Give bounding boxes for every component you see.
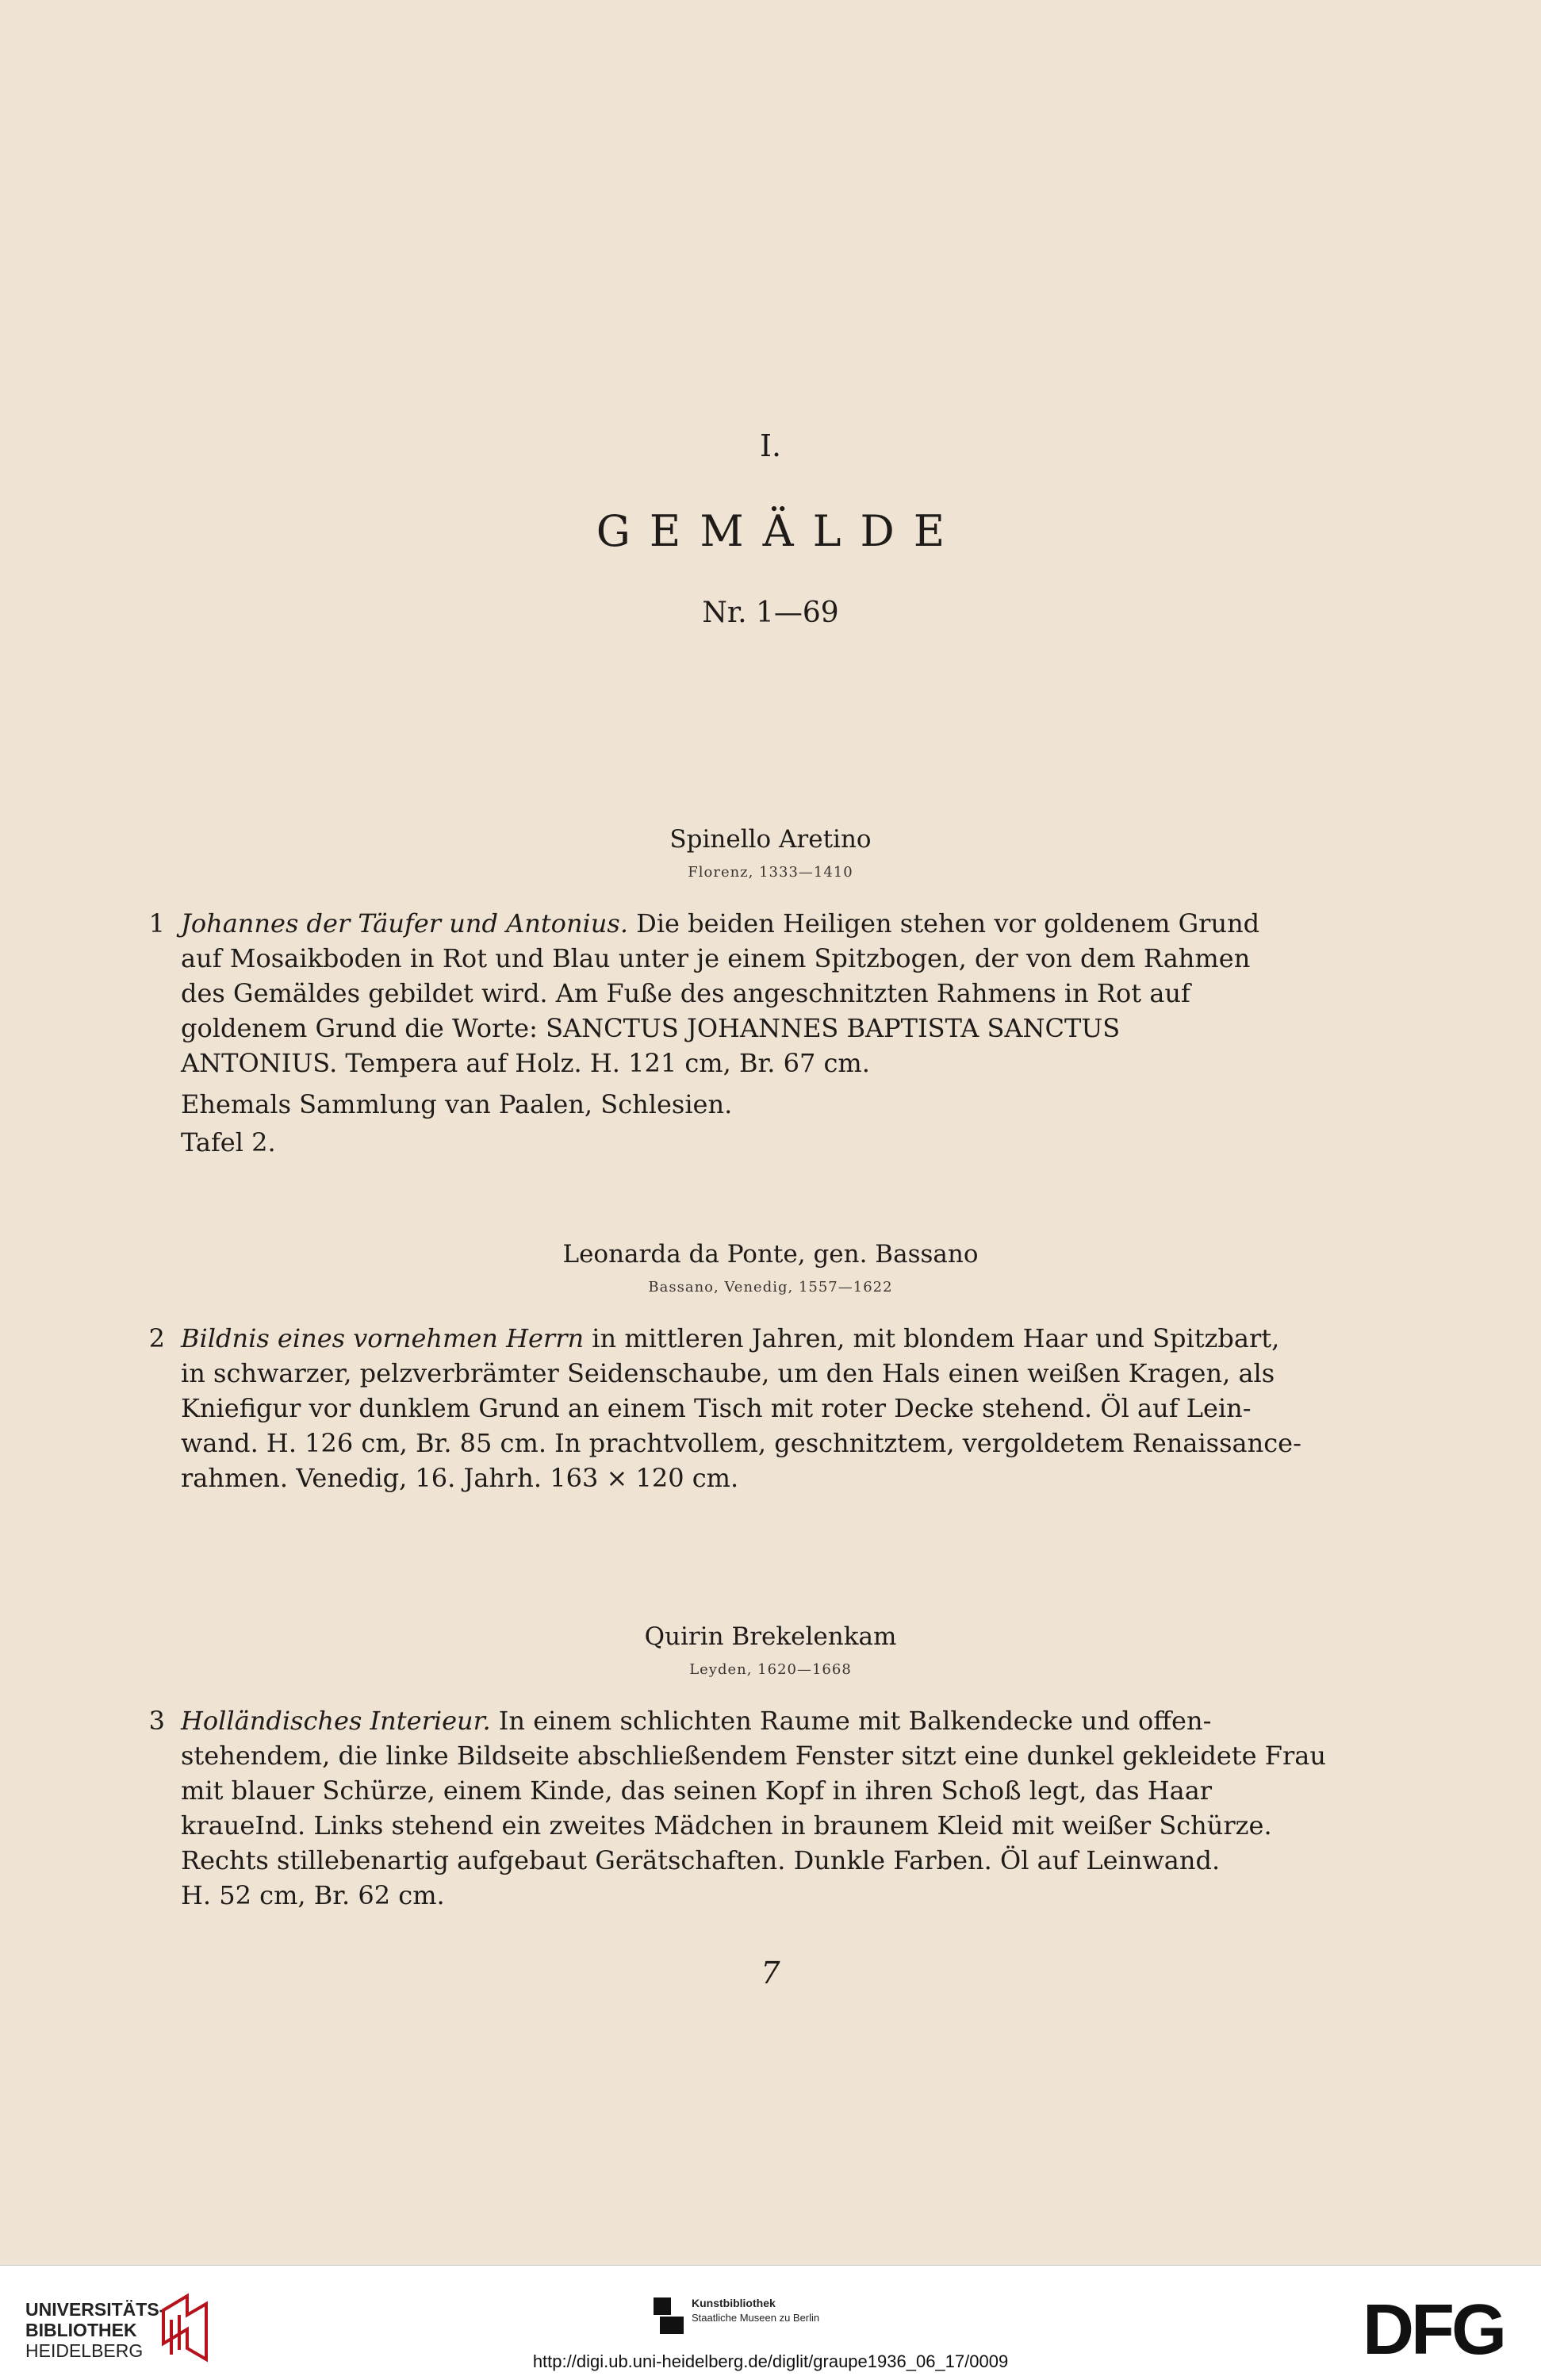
entry-line: ANTONIUS. Tempera auf Holz. H. 121 cm, Br. 67 cm. xyxy=(181,1048,870,1078)
entry-line: stehendem, die linke Bildseite abschließendem Fenster sitzt eine dunkel gekleidete Frau xyxy=(181,1741,1326,1771)
entry-line: wand. H. 126 cm, Br. 85 cm. In prachtvollem, geschnitztem, vergoldetem Renaissance- xyxy=(181,1428,1301,1458)
entry-title: Johannes der Täufer und Antonius. xyxy=(181,908,628,939)
entry-number: 3 xyxy=(148,1706,165,1736)
artist-dates: Florenz, 1333—1410 xyxy=(688,864,853,881)
ub-line-3: HEIDELBERG xyxy=(25,2340,144,2361)
catalog-entry-2 xyxy=(148,1321,1301,1495)
artist-name: Leonarda da Ponte, gen. Bassano xyxy=(562,1240,979,1269)
kunstbibliothek-logo-icon[interactable] xyxy=(654,2297,685,2336)
entry-title: Holländisches Interieur. xyxy=(181,1706,491,1736)
digitization-footer xyxy=(0,2265,1541,2380)
entry-line: goldenem Grund die Worte: SANCTUS JOHANNES BAPTISTA SANCTUS xyxy=(181,1013,1121,1043)
permalink-url[interactable]: http://digi.ub.uni-heidelberg.de/diglit/graupe1936_06_17/0009 xyxy=(532,2351,1009,2371)
section-title: GEMÄLDE xyxy=(596,506,964,556)
artist-name: Spinello Aretino xyxy=(669,825,872,854)
entry-line: kraueInd. Links stehend ein zweites Mädchen in braunem Kleid mit weißer Schürze. xyxy=(181,1810,1272,1841)
entry-line: Bildnis eines vornehmen Herrn in mittleren Jahren, mit blondem Haar und Spitzbart, xyxy=(181,1323,1280,1353)
catalog-entry-1 xyxy=(148,906,1260,1160)
kunstbibliothek-label[interactable] xyxy=(692,2296,819,2325)
entry-line: H. 52 cm, Br. 62 cm. xyxy=(181,1880,445,1910)
entry-line: in schwarzer, pelzverbrämter Seidenschaube, um den Hals einen weißen Kragen, als xyxy=(181,1358,1275,1388)
artist-dates: Bassano, Venedig, 1557—1622 xyxy=(648,1279,893,1296)
entry-line: des Gemäldes gebildet wird. Am Fuße des angeschnitzten Rahmens in Rot auf xyxy=(181,978,1190,1008)
section-number: I. xyxy=(759,428,782,463)
entry-line: Rechts stillebenartig aufgebaut Gerätschaften. Dunkle Farben. Öl auf Leinwand. xyxy=(181,1845,1221,1875)
entry-title: Bildnis eines vornehmen Herrn xyxy=(181,1323,585,1353)
entry-number: 1 xyxy=(148,908,165,939)
catalog-entry-3 xyxy=(148,1703,1326,1913)
entry-line: auf Mosaikboden in Rot und Blau unter je einem Spitzbogen, der von dem Rahmen xyxy=(181,943,1251,973)
kb-line-1: Kunstbibliothek xyxy=(692,2297,776,2309)
dfg-logo[interactable]: DFG xyxy=(1363,2290,1504,2370)
artist-dates: Leyden, 1620—1668 xyxy=(689,1661,852,1678)
entry-line: rahmen. Venedig, 16. Jahrh. 163 × 120 cm. xyxy=(181,1463,739,1493)
ub-line-1: UNIVERSITÄTS- xyxy=(25,2299,166,2320)
plate-reference: Tafel 2. xyxy=(181,1127,276,1157)
entry-line: Johannes der Täufer und Antonius. Die beiden Heiligen stehen vor goldenem Grund xyxy=(181,908,1260,939)
artist-name: Quirin Brekelenkam xyxy=(644,1622,897,1651)
provenance: Ehemals Sammlung van Paalen, Schlesien. xyxy=(181,1089,733,1119)
section-range: Nr. 1—69 xyxy=(702,597,839,629)
kb-line-2: Staatliche Museen zu Berlin xyxy=(692,2312,820,2324)
page-number: 7 xyxy=(761,1956,780,1990)
entry-line: mit blauer Schürze, einem Kinde, das seinen Kopf in ihren Schoß legt, das Haar xyxy=(181,1775,1213,1806)
entry-line: Kniefigur vor dunklem Grund an einem Tisch mit roter Decke stehend. Öl auf Lein- xyxy=(181,1393,1252,1423)
entry-number: 2 xyxy=(148,1323,165,1353)
ub-line-2: BIBLIOTHEK xyxy=(25,2320,137,2340)
entry-line: Holländisches Interieur. In einem schlichten Raume mit Balkendecke und offen- xyxy=(181,1706,1212,1736)
